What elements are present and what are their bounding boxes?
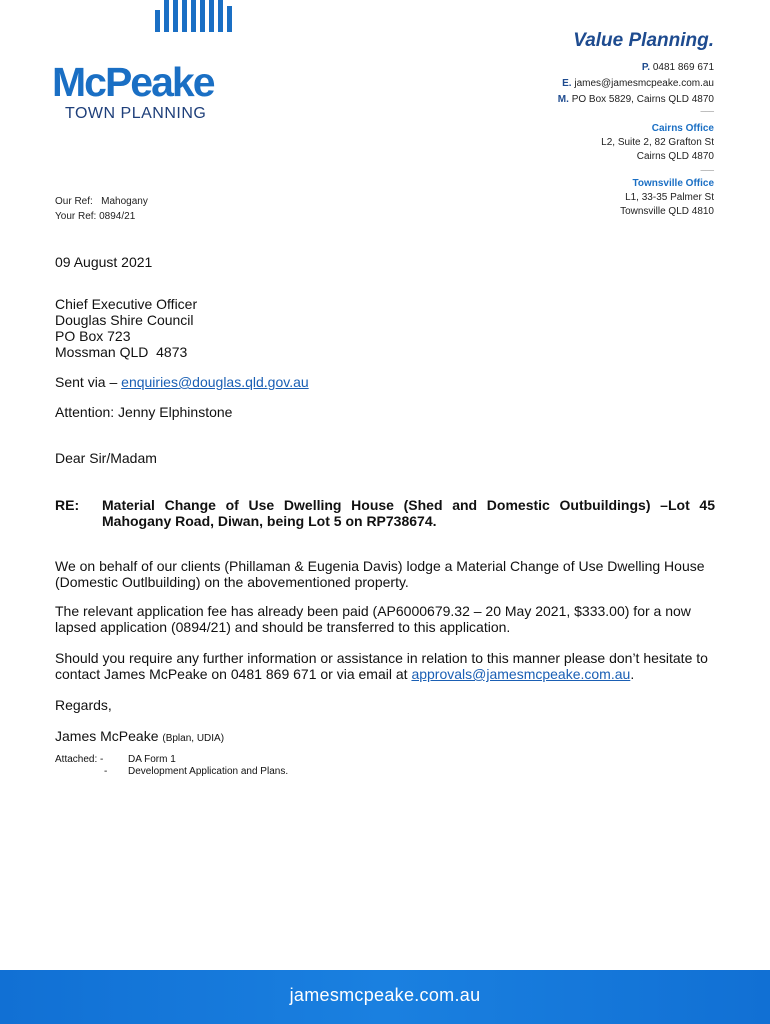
attachment-list — [128, 754, 288, 778]
closing: Regards, — [55, 697, 112, 713]
footer-website[interactable]: jamesmcpeake.com.au — [289, 985, 481, 1005]
townsville-office — [620, 177, 714, 219]
recipient-line: Mossman QLD 4873 — [55, 344, 188, 360]
townsville-office-title: Townsville Office — [632, 178, 714, 189]
cairns-office-line2: Cairns QLD 4870 — [636, 151, 714, 162]
townsville-office-line2: Townsville QLD 4810 — [620, 206, 714, 217]
attachment-item: DA Form 1 — [128, 754, 176, 765]
attachment-bullet: - — [104, 766, 108, 777]
paragraph-3: Should you require any further information or assistance in relation to this manner please don’t hesitate to contact James McPeake on 0481 869 671 or via email at approvals@jamesmcpeake.com.au. — [55, 650, 708, 682]
recipient-address — [55, 296, 197, 360]
separator: ___ — [700, 162, 714, 171]
sent-via-line: Sent via – enquiries@douglas.qld.gov.au — [55, 374, 309, 390]
approvals-email-link[interactable]: approvals@jamesmcpeake.com.au — [411, 666, 631, 682]
mail-line: M. PO Box 5829, Cairns QLD 4870 — [557, 94, 714, 105]
contact-block — [558, 60, 714, 108]
our-ref: Our Ref: Mahogany — [55, 196, 148, 207]
cairns-office — [601, 122, 714, 164]
salutation: Dear Sir/Madam — [55, 450, 157, 466]
logo-wordmark: McPeake — [52, 59, 214, 105]
letter-date: 09 August 2021 — [55, 254, 153, 270]
email-line: E. james@jamesmcpeake.com.au — [562, 78, 714, 89]
signatory-quals: (Bplan, UDIA) — [162, 733, 225, 744]
separator: ___ — [700, 103, 714, 112]
paragraph-2: The relevant application fee has already been paid (AP6000679.32 – 20 May 2021, $333.00) for a now lapsed application (0894/21) and should be transferred to this application. — [55, 603, 691, 635]
reference-block — [55, 194, 148, 224]
company-logo — [52, 32, 237, 127]
signatory: James McPeake (Bplan, UDIA) — [55, 728, 225, 744]
townsville-office-line1: L1, 33-35 Palmer St — [625, 192, 714, 203]
council-email-link[interactable]: enquiries@douglas.qld.gov.au — [121, 374, 309, 390]
attention-line: Attention: Jenny Elphinstone — [55, 404, 233, 420]
tagline: Value Planning. — [573, 30, 714, 51]
recipient-line: PO Box 723 — [55, 328, 131, 344]
paragraph-1: We on behalf of our clients (Phillaman & Eugenia Davis) lodge a Material Change of Use Dwelling House (Domestic Outlbuilding) on the abovementioned property. — [55, 558, 705, 590]
your-ref: Your Ref: 0894/21 — [55, 211, 136, 222]
footer-bar — [0, 970, 770, 1024]
attachment-item: Development Application and Plans. — [128, 766, 289, 777]
recipient-line: Chief Executive Officer — [55, 296, 198, 312]
cairns-office-line1: L2, Suite 2, 82 Grafton St — [601, 137, 714, 148]
attached-label: Attached: - — [55, 754, 104, 765]
phone-line: P. 0481 869 671 — [641, 62, 714, 73]
cairns-office-title: Cairns Office — [651, 123, 714, 134]
re-label: RE: — [55, 497, 80, 513]
recipient-line: Douglas Shire Council — [55, 312, 194, 328]
re-subject: Material Change of Use Dwelling House (Shed and Domestic Outbuildings) –Lot 45 Mahogany Road, Diwan, being Lot 5 on RP738674. — [102, 497, 715, 529]
logo-subtitle: TOWN PLANNING — [65, 105, 207, 122]
